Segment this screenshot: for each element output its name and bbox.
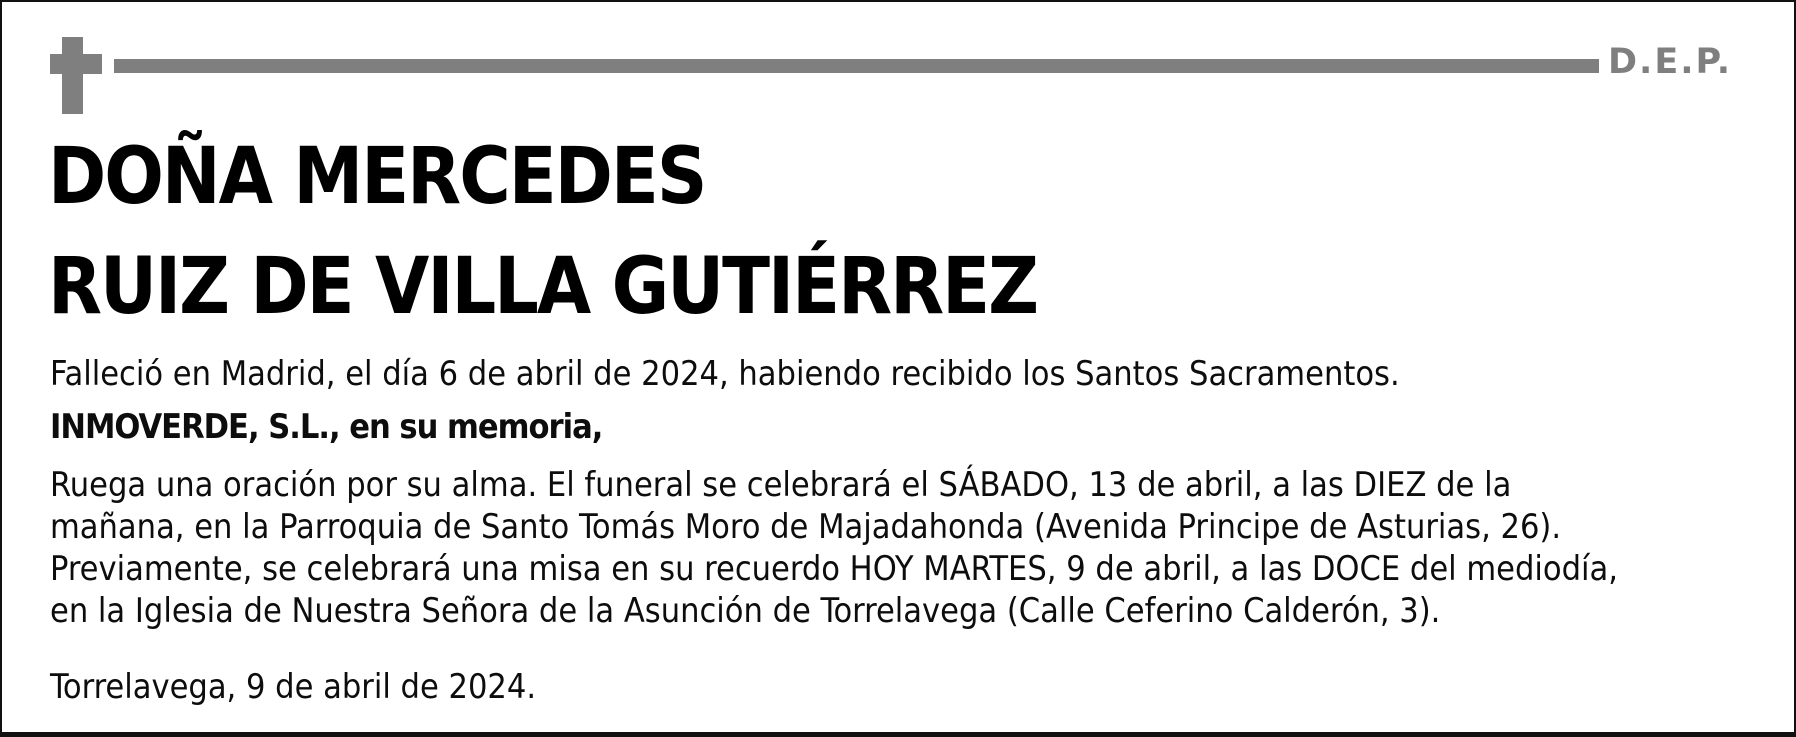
funeral-line: en la Iglesia de Nuestra Señora de la Asunción de Torrelavega (Calle Ceferino Calderón, 3). — [50, 591, 1441, 631]
death-notice-text: Falleció en Madrid, el día 6 de abril de 2024, habiendo recibido los Santos Sacramentos. — [50, 354, 1400, 394]
cross-vertical-bar — [62, 37, 83, 114]
place-date-text: Torrelavega, 9 de abril de 2024. — [50, 667, 537, 707]
funeral-line: mañana, en la Parroquia de Santo Tomás Moro de Majadahonda (Avenida Principe de Asturias, 26). — [50, 507, 1562, 547]
funeral-line: Ruega una oración por su alma. El funeral se celebrará el SÁBADO, 13 de abril, a las DIEZ de la — [50, 465, 1512, 505]
cross-horizontal-bar — [50, 54, 102, 74]
deceased-name-line-2: RUIZ DE VILLA GUTIÉRREZ — [48, 242, 1037, 332]
deceased-name — [48, 122, 1748, 342]
company-memoriam-text: INMOVERDE, S.L., en su memoria, — [50, 407, 603, 447]
funeral-line: Previamente, se celebrará una misa en su recuerdo HOY MARTES, 9 de abril, a las DOCE del mediodía, — [50, 549, 1619, 589]
header-rule — [114, 59, 1599, 73]
funeral-details — [50, 464, 1770, 632]
dep-label: D.E.P. — [1608, 42, 1733, 82]
deceased-name-line-1: DOÑA MERCEDES — [48, 132, 706, 222]
